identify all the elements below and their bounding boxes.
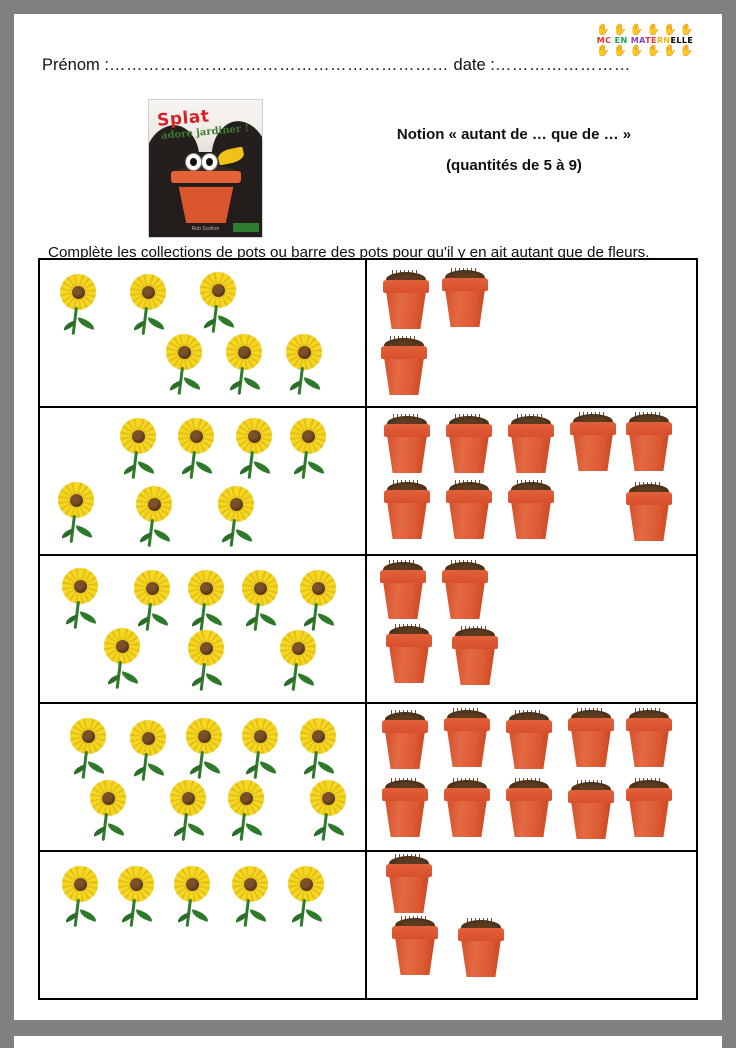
- exercise-row: [40, 556, 696, 704]
- pot-body: [389, 645, 429, 683]
- pot-rim: [568, 790, 614, 803]
- pot-body: [449, 501, 489, 539]
- pot-body: [573, 433, 613, 471]
- hand-print-icon: ✋: [663, 24, 677, 36]
- sunflower-leaf: [136, 461, 155, 474]
- sunflower-center: [178, 346, 191, 359]
- worksheet-title-block: [314, 126, 714, 174]
- sunflower-head: [120, 418, 156, 454]
- pot-body: [511, 501, 551, 539]
- pots-cell[interactable]: [367, 408, 696, 554]
- flowers-cell: [40, 408, 367, 554]
- flowers-cell: [40, 556, 367, 702]
- sunflower-head: [286, 334, 322, 370]
- pot-body: [385, 731, 425, 769]
- flower-pot-icon[interactable]: [569, 414, 617, 472]
- sunflower-icon: [58, 274, 98, 336]
- pots-cell[interactable]: [367, 260, 696, 406]
- flower-pot-icon[interactable]: [385, 626, 433, 684]
- pot-rim: [386, 864, 432, 877]
- flowers-cell: [40, 260, 367, 406]
- flower-pot-icon[interactable]: [445, 416, 493, 474]
- sunflower-center: [302, 430, 315, 443]
- sunflower-head: [90, 780, 126, 816]
- sunflower-head: [166, 334, 202, 370]
- sunflower-leaf: [202, 761, 221, 774]
- sunflower-head: [186, 718, 222, 754]
- pot-body: [447, 729, 487, 767]
- sunflower-leaf: [194, 461, 213, 474]
- sunflower-leaf: [182, 377, 201, 390]
- sunflower-center: [146, 582, 159, 595]
- sunflower-icon: [134, 486, 174, 548]
- flower-pot-icon[interactable]: [507, 416, 555, 474]
- sunflower-center: [244, 878, 257, 891]
- sunflower-icon: [116, 866, 156, 928]
- flower-pot-icon[interactable]: [625, 484, 673, 542]
- sunflower-head: [310, 780, 346, 816]
- date-input-dots[interactable]: ……………………: [494, 56, 631, 74]
- pot-rim: [458, 928, 504, 941]
- sunflower-center: [70, 494, 83, 507]
- pot-rim: [508, 424, 554, 437]
- flower-pot-icon[interactable]: [443, 780, 491, 838]
- sunflower-icon: [128, 720, 168, 782]
- sunflower-center: [300, 878, 313, 891]
- book-subtitle: adore jardiner !: [160, 123, 250, 142]
- pot-body: [511, 435, 551, 473]
- quantities-subtitle: (quantités de 5 à 9): [446, 157, 582, 174]
- pot-rim: [626, 788, 672, 801]
- sunflower-icon: [288, 418, 328, 480]
- sunflower-leaf: [304, 909, 323, 922]
- pot-rim: [442, 570, 488, 583]
- exercise-row: [40, 260, 696, 408]
- pot-rim: [506, 788, 552, 801]
- date-label: date :: [453, 56, 495, 74]
- sunflower-icon: [184, 718, 224, 780]
- sunflower-center: [254, 582, 267, 595]
- sunflower-icon: [308, 780, 348, 842]
- flower-pot-icon[interactable]: [443, 710, 491, 768]
- sunflower-head: [118, 866, 154, 902]
- pot-rim: [384, 490, 430, 503]
- sunflower-leaf: [302, 377, 321, 390]
- sunflower-icon: [186, 570, 226, 632]
- logo-text-part: EL: [670, 36, 682, 45]
- flowers-cell: [40, 852, 367, 998]
- sunflower-leaf: [78, 611, 97, 624]
- sunflower-icon: [234, 418, 274, 480]
- sunflower-leaf: [234, 529, 253, 542]
- sunflower-leaf: [242, 377, 261, 390]
- sunflower-center: [200, 582, 213, 595]
- sunflower-center: [312, 730, 325, 743]
- notion-title: Notion « autant de … que de … »: [396, 126, 632, 143]
- pot-rim: [446, 490, 492, 503]
- hand-print-icon: ✋: [629, 24, 644, 36]
- hand-print-icon: ✋: [679, 45, 694, 57]
- pot-rim: [380, 570, 426, 583]
- sunflower-head: [218, 486, 254, 522]
- sunflower-center: [132, 430, 145, 443]
- sprout-pupil-left: [190, 158, 197, 166]
- sunflower-leaf: [316, 613, 335, 626]
- sunflower-icon: [172, 866, 212, 928]
- pot-body: [571, 801, 611, 839]
- sunflower-icon: [198, 272, 238, 334]
- sunflower-leaf: [146, 763, 165, 776]
- pot-rim: [506, 720, 552, 733]
- pot-rim: [382, 720, 428, 733]
- hand-print-icon: ✋: [596, 24, 611, 36]
- flower-pot-icon[interactable]: [381, 780, 429, 838]
- sunflower-head: [200, 272, 236, 308]
- pot-rim: [392, 926, 438, 939]
- flower-pot-icon[interactable]: [457, 920, 505, 978]
- pot-body: [629, 799, 669, 837]
- sunflower-head: [288, 866, 324, 902]
- sunflower-icon: [168, 780, 208, 842]
- sunflower-icon: [186, 630, 226, 692]
- sunflower-leaf: [134, 909, 153, 922]
- pot-body: [387, 435, 427, 473]
- pot-rim: [446, 424, 492, 437]
- sunflower-icon: [240, 570, 280, 632]
- pot-rim: [383, 280, 429, 293]
- pot-body: [383, 581, 423, 619]
- pot-body: [461, 939, 501, 977]
- sunflower-head: [58, 482, 94, 518]
- flower-pot-icon[interactable]: [507, 482, 555, 540]
- sunflower-icon: [88, 780, 128, 842]
- logo-text-part: LE: [681, 36, 694, 45]
- sunflower-icon: [230, 866, 270, 928]
- sunflower-center: [130, 878, 143, 891]
- sunflower-icon: [176, 418, 216, 480]
- sunflower-leaf: [258, 613, 277, 626]
- sunflower-head: [226, 334, 262, 370]
- sunflower-leaf: [190, 909, 209, 922]
- pot-body: [509, 799, 549, 837]
- pot-body: [384, 357, 424, 395]
- logo-text-part: MA: [630, 36, 646, 45]
- exercise-row: [40, 852, 696, 998]
- pot-rim: [384, 424, 430, 437]
- sunflower-center: [142, 732, 155, 745]
- sunflower-center: [254, 730, 267, 743]
- sunflower-head: [130, 720, 166, 756]
- flower-pot-icon[interactable]: [451, 628, 499, 686]
- sunflower-icon: [132, 570, 172, 632]
- sunflower-head: [136, 486, 172, 522]
- sunflower-leaf: [74, 525, 93, 538]
- sunflower-icon: [128, 274, 168, 336]
- sunflower-center: [116, 640, 129, 653]
- pot-rim: [508, 490, 554, 503]
- pot-rim: [444, 718, 490, 731]
- sunflower-head: [104, 628, 140, 664]
- sunflower-center: [248, 430, 261, 443]
- sunflower-head: [134, 570, 170, 606]
- pot-rim: [626, 422, 672, 435]
- sunflower-icon: [216, 486, 256, 548]
- publisher-badge: [233, 223, 259, 232]
- pot-body: [387, 501, 427, 539]
- sunflower-leaf: [216, 315, 235, 328]
- sunflower-icon: [298, 718, 338, 780]
- logo-text: [597, 36, 693, 46]
- sunflower-icon: [102, 628, 142, 690]
- sunflower-leaf: [306, 461, 325, 474]
- sunflower-leaf: [152, 529, 171, 542]
- flower-pot-icon[interactable]: [625, 414, 673, 472]
- pot-body: [571, 729, 611, 767]
- sunflower-head: [290, 418, 326, 454]
- prenom-label: Prénom :: [42, 56, 109, 74]
- hand-print-icon: ✋: [596, 45, 611, 57]
- sunflower-icon: [278, 630, 318, 692]
- pot-body: [385, 799, 425, 837]
- sunflower-head: [228, 780, 264, 816]
- pot-rim: [382, 788, 428, 801]
- exercise-row: [40, 408, 696, 556]
- flower-pot-icon[interactable]: [567, 782, 615, 840]
- sunflower-head: [70, 718, 106, 754]
- flower-pot-icon[interactable]: [625, 710, 673, 768]
- pots-cell[interactable]: [367, 852, 696, 998]
- pot-body: [395, 937, 435, 975]
- pot-rim: [626, 492, 672, 505]
- hand-print-icon: ✋: [613, 45, 627, 57]
- sunflower-icon: [284, 334, 324, 396]
- sunflower-leaf: [248, 909, 267, 922]
- flower-pot-icon[interactable]: [505, 780, 553, 838]
- sunflower-leaf: [326, 823, 345, 836]
- logo-text-part: TE: [645, 36, 657, 45]
- logo-text-part: RN: [656, 36, 671, 45]
- sunflower-leaf: [86, 761, 105, 774]
- logo-text-part: EN: [614, 36, 628, 45]
- sunflower-head: [188, 570, 224, 606]
- sunflower-head: [60, 274, 96, 310]
- sunflower-icon: [226, 780, 266, 842]
- sunflower-center: [322, 792, 335, 805]
- flower-pot-icon[interactable]: [385, 856, 433, 914]
- hand-print-icon: ✋: [646, 45, 661, 57]
- sunflower-center: [238, 346, 251, 359]
- sunflower-head: [62, 866, 98, 902]
- pot-body: [455, 647, 495, 685]
- sunflower-center: [200, 642, 213, 655]
- sunflower-leaf: [252, 461, 271, 474]
- sunflower-head: [188, 630, 224, 666]
- sunflower-center: [230, 498, 243, 511]
- sunflower-icon: [224, 334, 264, 396]
- sunflower-leaf: [258, 761, 277, 774]
- pot-rim: [381, 346, 427, 359]
- worksheet-sheet: [14, 14, 722, 1020]
- pot-body: [629, 729, 669, 767]
- sunflower-icon: [56, 482, 96, 544]
- sunflower-leaf: [146, 317, 165, 330]
- logo-hands-top: [596, 25, 693, 36]
- flower-pot-icon[interactable]: [441, 562, 489, 620]
- hand-print-icon: ✋: [629, 45, 644, 57]
- flower-pot-icon[interactable]: [625, 780, 673, 838]
- sunflower-center: [74, 878, 87, 891]
- flower-pot-icon[interactable]: [379, 562, 427, 620]
- flower-pot-icon[interactable]: [383, 482, 431, 540]
- site-logo: [586, 22, 704, 60]
- sunflower-icon: [298, 570, 338, 632]
- book-credit: Rob Scotton: [191, 226, 220, 232]
- pot-body: [449, 435, 489, 473]
- sunflower-center: [148, 498, 161, 511]
- flower-pot-icon[interactable]: [567, 710, 615, 768]
- sunflower-icon: [60, 866, 100, 928]
- sunflower-leaf: [244, 823, 263, 836]
- sunflower-icon: [240, 718, 280, 780]
- sunflower-center: [240, 792, 253, 805]
- pots-cell[interactable]: [367, 704, 696, 850]
- pot-rim: [442, 278, 488, 291]
- sunflower-head: [300, 570, 336, 606]
- flower-pot-icon[interactable]: [382, 272, 430, 330]
- sunflower-leaf: [186, 823, 205, 836]
- sunflower-leaf: [316, 761, 335, 774]
- sunflower-head: [130, 274, 166, 310]
- prenom-input-dots[interactable]: ……………………………………………………: [108, 56, 449, 74]
- hand-print-icon: ✋: [663, 45, 677, 57]
- sunflower-icon: [286, 866, 326, 928]
- flower-pot-icon[interactable]: [380, 338, 428, 396]
- sunflower-center: [298, 346, 311, 359]
- sunflower-center: [182, 792, 195, 805]
- next-page-edge: [14, 1036, 722, 1048]
- sunflower-leaf: [204, 613, 223, 626]
- pot-body: [629, 433, 669, 471]
- sunflower-center: [212, 284, 225, 297]
- instruction-text: Complète les collections de pots ou barre des pots pour qu'il y en ait autant que de fleurs.: [48, 244, 650, 261]
- sunflower-leaf: [106, 823, 125, 836]
- sunflower-icon: [164, 334, 204, 396]
- book-title: Splat: [156, 106, 211, 131]
- sunflower-head: [280, 630, 316, 666]
- sunflower-leaf: [150, 613, 169, 626]
- pot-body: [509, 731, 549, 769]
- flower-pot-icon[interactable]: [505, 712, 553, 770]
- sunflower-leaf: [204, 673, 223, 686]
- sunflower-head: [300, 718, 336, 754]
- sunflower-leaf: [76, 317, 95, 330]
- flower-pot-icon[interactable]: [383, 416, 431, 474]
- pots-cell[interactable]: [367, 556, 696, 702]
- pot-rim: [452, 636, 498, 649]
- sunflower-center: [82, 730, 95, 743]
- pot-rim: [444, 788, 490, 801]
- sunflower-head: [62, 568, 98, 604]
- hand-print-icon: ✋: [679, 24, 694, 36]
- hand-print-icon: ✋: [646, 24, 661, 36]
- sunflower-head: [170, 780, 206, 816]
- flowers-cell: [40, 704, 367, 850]
- pot-body: [447, 799, 487, 837]
- sunflower-head: [242, 570, 278, 606]
- sunflower-center: [186, 878, 199, 891]
- logo-text-part: MC: [596, 36, 612, 45]
- flower-pot-icon[interactable]: [381, 712, 429, 770]
- flower-pot-icon[interactable]: [445, 482, 493, 540]
- sprout-pupil-right: [206, 158, 213, 166]
- sunflower-icon: [118, 418, 158, 480]
- sunflower-center: [312, 582, 325, 595]
- sunflower-head: [236, 418, 272, 454]
- sunflower-center: [102, 792, 115, 805]
- sunflower-leaf: [296, 673, 315, 686]
- pot-rim: [386, 634, 432, 647]
- pot-body: [445, 289, 485, 327]
- sunflower-leaf: [120, 671, 139, 684]
- pot-rim: [570, 422, 616, 435]
- pot-rim: [626, 718, 672, 731]
- sunflower-head: [242, 718, 278, 754]
- sunflower-leaf: [78, 909, 97, 922]
- exercise-grid: [38, 258, 698, 1000]
- sunflower-head: [178, 418, 214, 454]
- pot-body: [389, 875, 429, 913]
- sunflower-head: [174, 866, 210, 902]
- sunflower-head: [232, 866, 268, 902]
- pot-body: [445, 581, 485, 619]
- pot-rim: [568, 718, 614, 731]
- sunflower-center: [198, 730, 211, 743]
- exercise-row: [40, 704, 696, 852]
- sunflower-center: [142, 286, 155, 299]
- sunflower-center: [292, 642, 305, 655]
- flower-pot-icon[interactable]: [391, 918, 439, 976]
- pot-body: [629, 503, 669, 541]
- sunflower-center: [190, 430, 203, 443]
- sunflower-center: [74, 580, 87, 593]
- pot-body: [386, 291, 426, 329]
- book-cover-image: [149, 100, 262, 237]
- name-date-line: [42, 56, 682, 75]
- hand-print-icon: ✋: [613, 24, 627, 36]
- sunflower-center: [72, 286, 85, 299]
- sunflower-icon: [68, 718, 108, 780]
- flower-pot-icon[interactable]: [441, 270, 489, 328]
- sunflower-icon: [60, 568, 100, 630]
- book-pot-rim: [171, 171, 241, 183]
